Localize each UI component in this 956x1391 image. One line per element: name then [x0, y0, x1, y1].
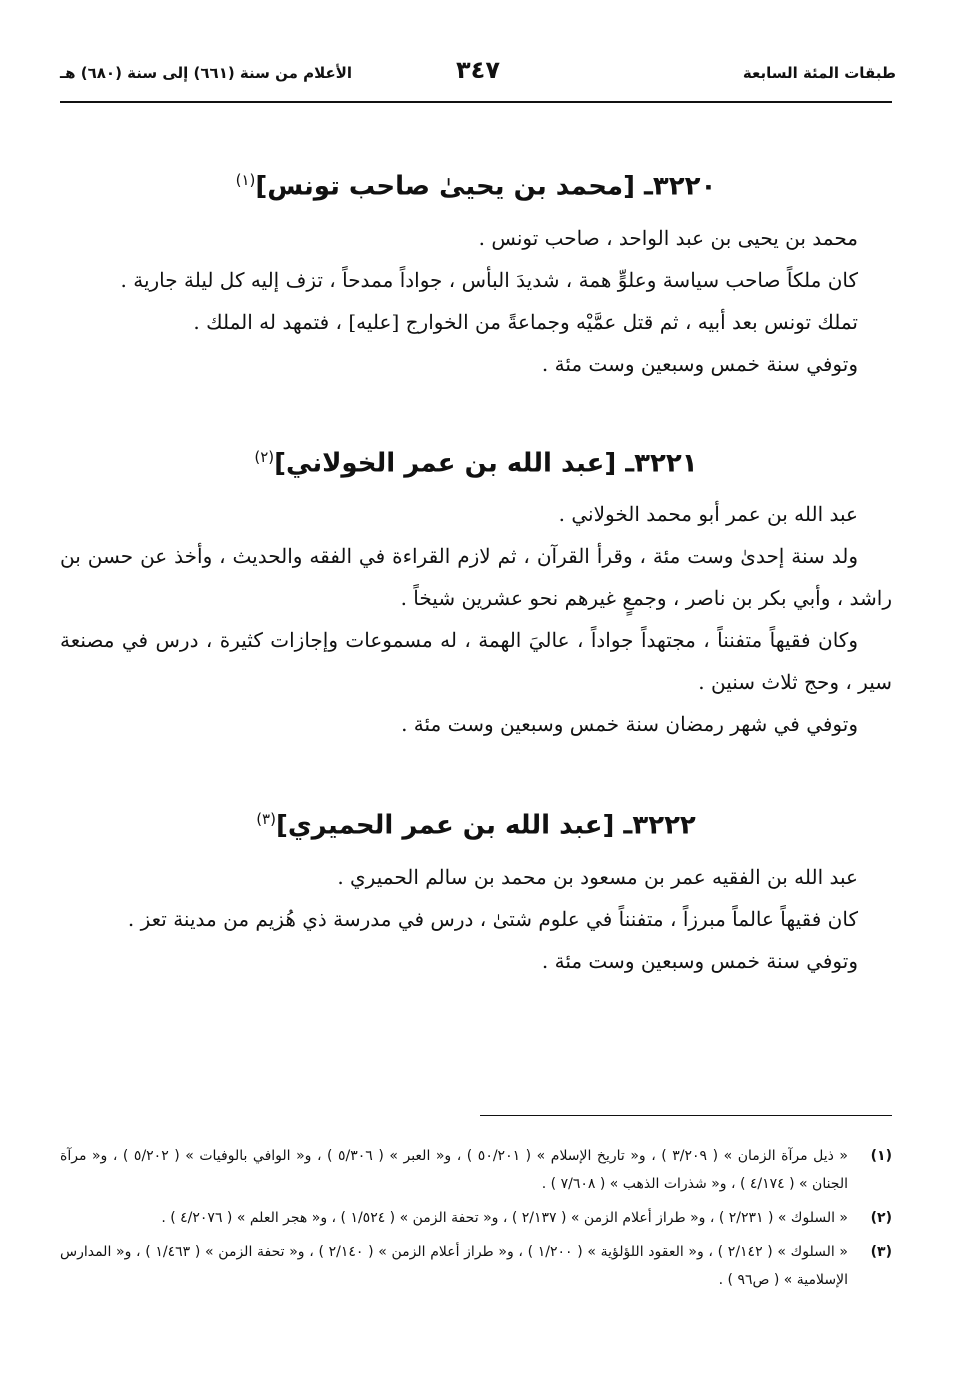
footnote-text: « السلوك » ( ٢/٢٣١ ) ، و« طراز أعلام الزمن » ( ٢/١٣٧ ) ، و« تحفة الزمن » ( ١/٥٢٤ ) ، و« هجر العلم » ( ٤/٢٠٧٦ ) . — [161, 1210, 848, 1226]
paragraph: تملك تونس بعد أبيه ، ثم قتل عمَّيْه وجماعةً من الخوارج [عليه] ، فتمهد له الملك . — [193, 309, 858, 334]
entry-heading: ٣٢٢١ـ [عبد الله بن عمر الخولاني]$^{(٢)}$ — [254, 447, 698, 479]
footnote-ref: (١) — [235, 171, 256, 189]
entry-heading: ٣٢٢٢ـ [عبد الله بن عمر الحميري]$^{(٣)}$ — [256, 810, 696, 841]
paragraph: عبد الله بن الفقيه عمر بن مسعود بن محمد بن سالم الحميري . — [337, 864, 858, 889]
footnote-number: (١) — [870, 1148, 892, 1164]
footnote-rule — [480, 1115, 892, 1116]
paragraph: وتوفي سنة خمس وسبعين وست مئة . — [541, 351, 858, 376]
paragraph: كان فقيهاً عالماً مبرزاً ، متفنناً في علوم شتىٰ ، درس في مدرسة ذي هُزيم من مدينة تعز . — [127, 906, 858, 931]
entry-3222 — [60, 789, 892, 982]
paragraph: وتوفي سنة خمس وسبعين وست مئة . — [541, 948, 858, 973]
paragraph: كان ملكاً صاحب سياسة وعلوٍّ همة ، شديدَ البأس ، جواداً ممدحاً ، تزف إليه كل ليلة جارية . — [120, 267, 858, 292]
footnote-ref: (٢) — [254, 447, 275, 466]
footnote-number: (٣) — [870, 1244, 892, 1260]
entry-3220 — [60, 150, 892, 385]
footnote-text: « السلوك » ( ٢/١٤٢ ) ، و« العقود اللؤلؤية » ( ١/٢٠٠ ) ، و« طراز أعلام الزمن » ( ٢/١٤٠ ) ، و« تحفة الزمن » ( ١/٤٦٣ ) ، و« المدارس الإسلامية » ( ص٩٦ ) . — [60, 1244, 848, 1288]
running-title-right: طبقات المئة السابعة — [742, 64, 896, 82]
running-header — [60, 56, 896, 94]
paragraph: عبد الله بن عمر أبو محمد الخولاني . — [558, 502, 858, 527]
footnote-text: « ذيل مرآة الزمان » ( ٣/٢٠٩ ) ، و« تاريخ الإسلام » ( ٥٠/٢٠١ ) ، و« العبر » ( ٥/٣٠٦ ) ، و« الوافي بالوفيات » ( ٥/٢٠٢ ) ، و« مرآة الجنان » ( ٤/١٧٤ ) ، و« شذرات الذهب » ( ٧/٦٠٨ ) . — [60, 1148, 848, 1192]
paragraph: ولد سنة إحدىٰ وست مئة ، وقرأ القرآن ، ثم لازم القراءة في الفقه والحديث ، وأخذ عن حسن بن راشد ، وأبي بكر بن ناصر ، وجمعٍ غيرهم نحو عشرين شيخاً . — [60, 544, 892, 611]
running-title-left: الأعلام من سنة (٦٦١) إلى سنة (٦٨٠) هـ — [60, 64, 353, 82]
paragraph: وتوفي في شهر رمضان سنة خمس وسبعين وست مئة . — [401, 712, 858, 737]
paragraph: وكان فقيهاً متفنناً ، مجتهداً جواداً ، عاليَ الهمة ، له مسموعات وإجازات كثيرة ، درس في مصنعة سير ، وحج ثلاث سنين . — [60, 628, 892, 695]
footnote — [60, 1142, 892, 1198]
entry-heading: ٣٢٢٠ـ [محمد بن يحيىٰ صاحب تونس]$^{(١)}$ — [235, 171, 717, 202]
main-text — [60, 150, 892, 982]
header-rule — [60, 101, 892, 103]
footnote-ref: (٣) — [256, 810, 276, 829]
footnote — [60, 1238, 892, 1294]
footnote — [60, 1204, 892, 1232]
entry-3221 — [60, 427, 892, 746]
footnote-number: (٢) — [870, 1210, 892, 1226]
paragraph: محمد بن يحيى بن عبد الواحد ، صاحب تونس . — [478, 225, 858, 250]
footnotes — [60, 1142, 892, 1300]
page-number: ٣٤٧ — [456, 56, 500, 84]
